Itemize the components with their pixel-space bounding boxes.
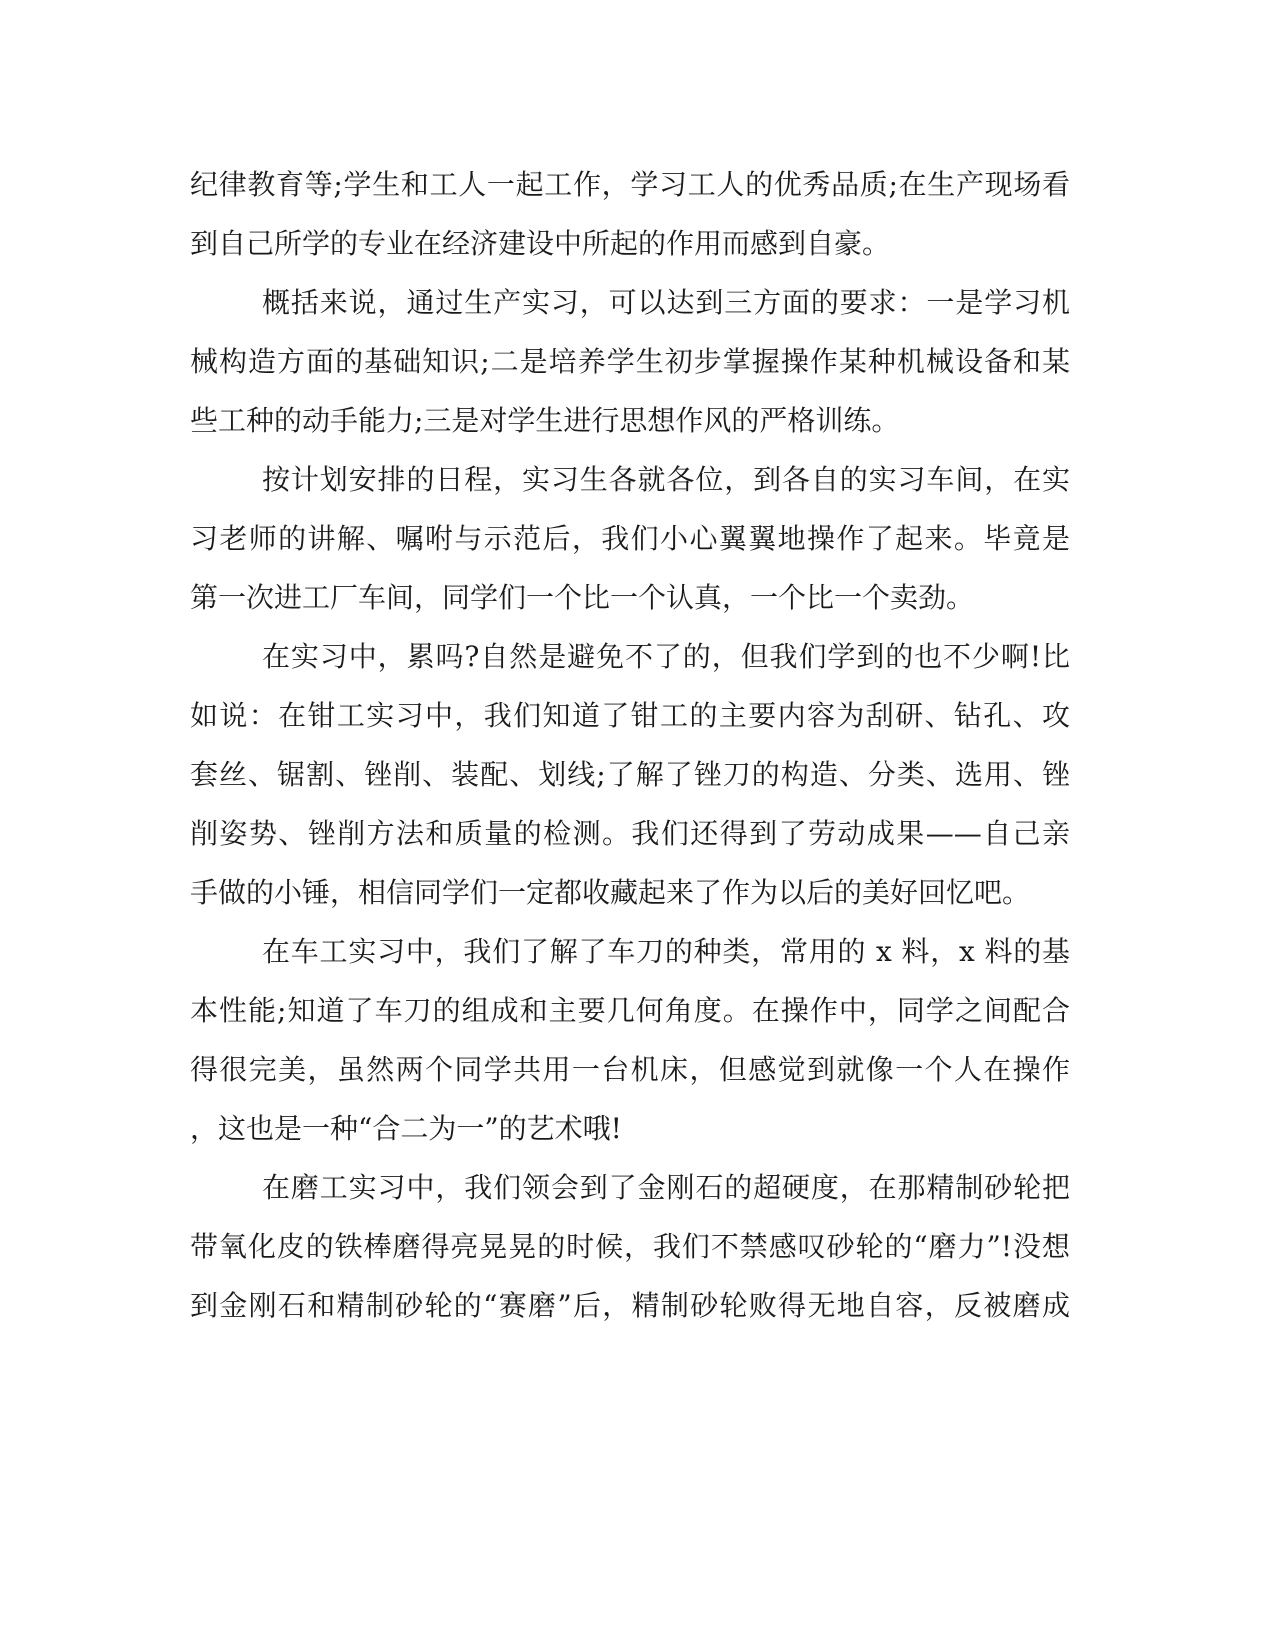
text-line: 按计划安排的日程，实习生各就各位，到各自的实习车间，在实 <box>262 463 1070 496</box>
text-line: 在车工实习中，我们了解了车刀的种类，常用的 x 料，x 料的基 <box>262 935 1070 968</box>
text-line: 手做的小锤，相信同学们一定都收藏起来了作为以后的美好回忆吧。 <box>190 876 1031 909</box>
text-line: 在实习中，累吗?自然是避免不了的，但我们学到的也不少啊!比 <box>262 640 1070 673</box>
text-line: 械构造方面的基础知识;二是培养学生初步掌握操作某种机械设备和某 <box>190 345 1070 378</box>
text-line: 概括来说，通过生产实习，可以达到三方面的要求：一是学习机 <box>262 286 1070 319</box>
text-line: 套丝、锯割、锉削、装配、划线;了解了锉刀的构造、分类、选用、锉 <box>190 758 1070 791</box>
text-line: 到自己所学的专业在经济建设中所起的作用而感到自豪。 <box>190 227 891 260</box>
text-line: 削姿势、锉削方法和质量的检测。我们还得到了劳动成果——自己亲 <box>190 817 1070 850</box>
text-line: 纪律教育等;学生和工人一起工作，学习工人的优秀品质;在生产现场看 <box>190 168 1070 201</box>
text-line: 在磨工实习中，我们领会到了金刚石的超硬度，在那精制砂轮把 <box>262 1171 1070 1204</box>
text-line: 带氧化皮的铁棒磨得亮晃晃的时候，我们不禁感叹砂轮的“磨力”!没想 <box>190 1230 1070 1263</box>
text-line: 到金刚石和精制砂轮的“赛磨”后，精制砂轮败得无地自容，反被磨成 <box>190 1289 1070 1322</box>
text-line: 些工种的动手能力;三是对学生进行思想作风的严格训练。 <box>190 404 900 437</box>
text-line: 得很完美，虽然两个同学共用一台机床，但感觉到就像一个人在操作 <box>190 1053 1070 1086</box>
text-line: 本性能;知道了车刀的组成和主要几何角度。在操作中，同学之间配合 <box>190 994 1070 1027</box>
text-line: 第一次进工厂车间，同学们一个比一个认真，一个比一个卖劲。 <box>190 581 975 614</box>
text-line: ，这也是一种“合二为一”的艺术哦! <box>190 1112 622 1145</box>
text-line: 习老师的讲解、嘱咐与示范后，我们小心翼翼地操作了起来。毕竟是 <box>190 522 1070 555</box>
text-line: 如说：在钳工实习中，我们知道了钳工的主要内容为刮研、钻孔、攻 <box>190 699 1070 732</box>
